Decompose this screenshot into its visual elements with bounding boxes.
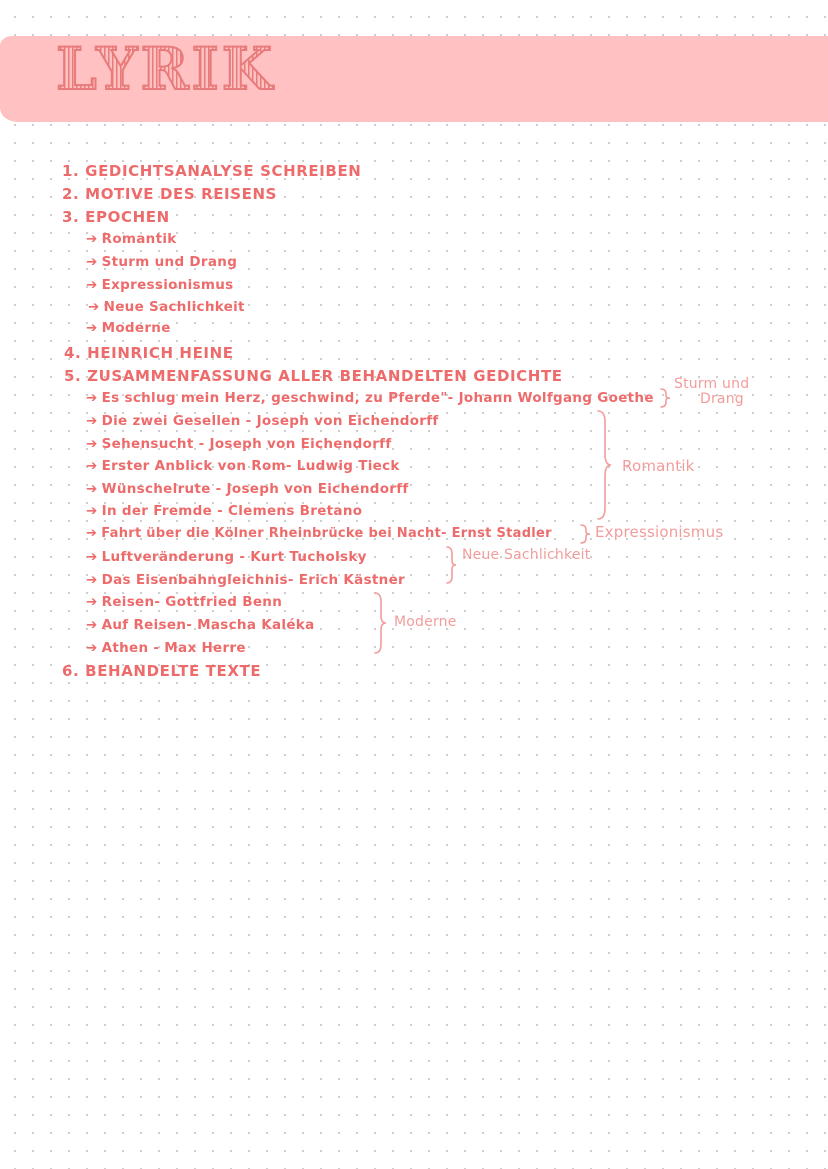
epoche-item: ➔ Neue Sachlichkeit: [88, 299, 245, 315]
group-label-neue-sachlichkeit: Neue Sachlichkeit: [462, 547, 591, 563]
arrow-right-icon: ➔: [86, 277, 98, 293]
arrow-right-icon: ➔: [86, 503, 98, 519]
epoche-item: ➔ Moderne: [86, 320, 171, 336]
gedicht-item: ➔ Die zwei Gesellen - Joseph von Eichendorff: [86, 413, 439, 429]
page-title: LYRIK: [56, 35, 276, 103]
arrow-right-icon: ➔: [86, 320, 98, 336]
gedicht-item: ➔ Auf Reisen- Mascha Kaléka: [86, 617, 315, 633]
arrow-right-icon: ➔: [86, 526, 98, 541]
arrow-right-icon: ➔: [86, 594, 98, 610]
gedicht-item: ➔ Athen - Max Herre: [86, 640, 246, 656]
arrow-right-icon: ➔: [86, 231, 98, 247]
epoche-item: ➔ Sturm und Drang: [86, 254, 238, 270]
gedicht-item: ➔ Das Eisenbahngleichnis- Erich Kästner: [86, 572, 405, 588]
gedicht-item: ➔ Reisen- Gottfried Benn: [86, 594, 283, 610]
curly-brace-icon: [374, 592, 388, 654]
arrow-right-icon: ➔: [86, 436, 98, 452]
toc-item-6: 6. BEHANDELTE TEXTE: [62, 662, 262, 680]
curly-brace-icon: [446, 546, 458, 584]
arrow-right-icon: ➔: [86, 481, 98, 497]
epoche-item: ➔ Expressionismus: [86, 277, 234, 293]
arrow-right-icon: ➔: [86, 572, 98, 588]
arrow-right-icon: ➔: [86, 413, 98, 429]
gedicht-item: ➔ Luftveränderung - Kurt Tucholsky: [86, 549, 367, 565]
toc-item-5: 5. ZUSAMMENFASSUNG ALLER BEHANDELTEN GEDICHTE: [64, 367, 563, 385]
arrow-right-icon: ➔: [86, 458, 98, 474]
arrow-right-icon: ➔: [86, 617, 98, 633]
toc-item-3: 3. EPOCHEN: [62, 208, 170, 226]
curly-brace-icon: [596, 410, 612, 520]
group-label-sturm-und-drang-2: Drang: [700, 391, 744, 407]
group-label-expressionismus: Expressionismus: [595, 523, 724, 541]
epoche-item: ➔ Romantik: [86, 231, 177, 247]
gedicht-item: ➔ In der Fremde - Clemens Bretano: [86, 503, 363, 519]
gedicht-item: ➔ Erster Anblick von Rom- Ludwig Tieck: [86, 458, 400, 474]
gedicht-item: ➔ Wünschelrute - Joseph von Eichendorff: [86, 481, 409, 497]
arrow-right-icon: ➔: [86, 390, 98, 406]
curly-brace-icon: [660, 388, 672, 408]
arrow-right-icon: ➔: [88, 299, 100, 315]
gedicht-item: ➔ Es schlug mein Herz, geschwind, zu Pferde"- Johann Wolfgang Goethe: [86, 390, 654, 406]
toc-item-4: 4. HEINRICH HEINE: [64, 344, 234, 362]
toc-item-1: 1. GEDICHTSANALYSE SCHREIBEN: [62, 162, 362, 180]
arrow-right-icon: ➔: [86, 549, 98, 565]
group-label-moderne: Moderne: [394, 614, 457, 630]
gedicht-item: ➔ Fahrt über die Kölner Rheinbrücke bei Nacht- Ernst Stadler: [86, 526, 552, 541]
group-label-romantik: Romantik: [622, 457, 695, 475]
group-label-sturm-und-drang: Sturm und: [674, 376, 750, 392]
curly-brace-icon: [580, 524, 592, 544]
arrow-right-icon: ➔: [86, 254, 98, 270]
gedicht-item: ➔ Sehensucht - Joseph von Eichendorff: [86, 436, 392, 452]
toc-item-2: 2. MOTIVE DES REISENS: [62, 185, 278, 203]
arrow-right-icon: ➔: [86, 640, 98, 656]
